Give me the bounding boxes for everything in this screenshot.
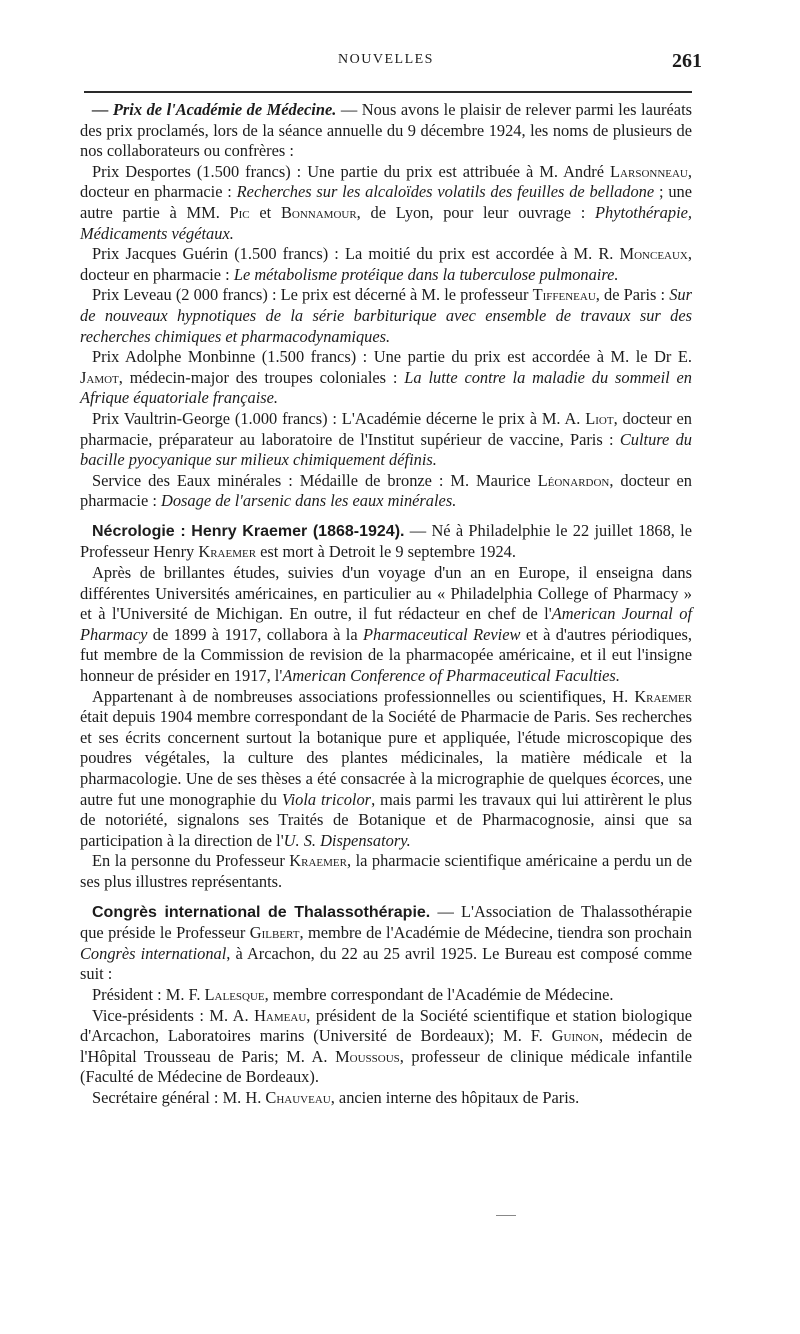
author-name: Pic — [229, 202, 250, 222]
necrologie-title: Nécrologie : Henry Kraemer (1868-1924). — [92, 522, 405, 540]
necrologie-intro: Nécrologie : Henry Kraemer (1868-1924). — Né à Philadelphie le 22 juillet 1868, le Professeur Henry Kraemer est mort à Detroit le 9 septembre 1924. — [80, 520, 692, 562]
author-name: Léonardon — [537, 470, 610, 490]
person-name: Hameau — [254, 1005, 307, 1025]
necrologie-career: Après de brillantes études, suivies d'un voyage d'un an en Europe, il enseigna dans différentes Universités américaines, en particulier au « Philadelphia College of Pharmacy » et à l'Université de Michigan. En outre, il fut rédacteur en chef de l'American Journal of Pharmacy de 1899 à 1917, collabora à la Pharmaceutical Review et à d'autres périodiques, fut membre de la Commission de revision de la pharmacopée américaine, et il eut l'insigne honneur de présider en 1917, l'American Conference of Pharmaceutical Faculties. — [80, 563, 693, 686]
service-eaux: Service des Eaux minérales : Médaille de bronze : M. Maurice Léonardon, docteur en pharmacie : Dosage de l'arsenic dans les eaux minérales. — [80, 470, 692, 511]
person-name: Guinon — [551, 1026, 599, 1046]
person-name: Kraemer — [634, 686, 692, 706]
work-title: Recherches sur les alcaloïdes volatils des feuilles de belladone — [236, 182, 655, 202]
academie-title: — Prix de l'Académie de Médecine. — [92, 100, 337, 119]
article-body — [80, 100, 692, 1109]
work-title: Dosage de l'arsenic dans les eaux minérales. — [161, 491, 457, 511]
necrologie-work: Appartenant à de nombreuses associations professionnelles ou scientifiques, H. Kraemer était depuis 1904 membre correspondant de la Société de Pharmacie de Paris. Ses recherches et ses écrits concernent surtout la botanique pure et appliquée, l'étude microscopique des poudres végétales, la culture des plantes médicinales, la matière médicale et la pharmacologie. Une de ses thèses a été consacrée à la micrographie de quelques écorces, une autre fut une monographie du Viola tricolor, mais parmi les travaux qui lui attirèrent le plus de notoriété, signalons ses Traités de Botanique et de Pharmacognosie, ainsi que sa participation à la direction de l'U. S. Dispensatory. — [80, 686, 692, 850]
author-name: Bonnamour — [280, 202, 357, 222]
person-name: Gilbert — [249, 923, 300, 943]
work-title: Culture du bacille pyocyanique sur milieux chimiquement définis. — [80, 429, 692, 470]
page-number: 261 — [672, 50, 702, 72]
author-name: Larsonneau — [610, 161, 688, 181]
header-rule — [84, 91, 692, 93]
prix-guerin: Prix Jacques Guérin (1.500 francs) : La moitié du prix est accordée à M. R. Monceaux, docteur en pharmacie : Le métabolisme protéique dans la tuberculose pulmonaire. — [80, 244, 692, 284]
congres-secretaire: Secrétaire général : M. H. Chauveau, ancien interne des hôpitaux de Paris. — [92, 1087, 580, 1107]
prix-leveau: Prix Leveau (2 000 francs) : Le prix est décerné à M. le professeur Tiffeneau, de Paris : Sur de nouveaux hypnotiques de la série barbiturique avec ensemble de travaux sur des recherches chimiques et pharmacodynamiques. — [80, 285, 692, 346]
author-name: Jamot — [80, 367, 119, 387]
end-dash — [496, 1215, 516, 1216]
work-title: La lutte contre la maladie du sommeil en Afrique équatoriale française. — [80, 367, 693, 408]
congres-intro: Congrès international de Thalassothérapie. — L'Association de Thalassothérapie que préside le Professeur Gilbert, membre de l'Académie de Médecine, tiendra son prochain Congrès international, à Arcachon, du 22 au 25 avril 1925. Le Bureau est composé comme suit : — [80, 901, 692, 984]
author-name: Tiffeneau — [532, 285, 596, 305]
person-name: Chauveau — [265, 1087, 331, 1107]
person-name: Moussous — [335, 1046, 400, 1066]
work-title: Sur de nouveaux hypnotiques de la série barbiturique avec ensemble de travaux sur des recherches chimiques et pharmacodynamiques. — [80, 285, 692, 346]
running-title: NOUVELLES — [338, 52, 434, 67]
prix-monbinne: Prix Adolphe Monbinne (1.500 francs) : Une partie du prix est accordée à M. le Dr E. Jamot, médecin-major des troupes coloniales : La lutte contre la maladie du sommeil en Afrique équatoriale française. — [80, 347, 693, 408]
congres-president: Président : M. F. Lalesque, membre correspondant de l'Académie de Médecine. — [92, 984, 614, 1004]
necrologie-closing: En la personne du Professeur Kraemer, la pharmacie scientifique américaine a perdu un de ses plus illustres représentants. — [80, 851, 692, 891]
person-name: Kraemer — [289, 851, 347, 871]
prix-desportes: Prix Desportes (1.500 francs) : Une partie du prix est attribuée à M. André Larsonneau, docteur en pharmacie : Recherches sur les alcaloïdes volatils des feuilles de belladone ; une autre partie à MM. Pic et Bonnamour, de Lyon, pour leur ouvrage : Phytothérapie, Médicaments végétaux. — [80, 161, 692, 243]
author-name: Liot — [585, 408, 614, 428]
person-name: Kraemer — [198, 542, 257, 562]
person-name: Lalesque — [204, 984, 265, 1004]
work-title: Phytothérapie, Médicaments végétaux. — [80, 202, 692, 243]
prix-vaultrin: Prix Vaultrin-George (1.000 francs) : L'Académie décerne le prix à M. A. Liot, docteur en pharmacie, préparateur au laboratoire de l'Institut supérieur de vaccine, Paris : Culture du bacille pyocyanique sur milieux chimiquement définis. — [80, 408, 692, 470]
author-name: Monceaux — [619, 244, 688, 264]
congres-title: Congrès international de Thalassothérapie. — [92, 903, 431, 921]
running-head — [76, 50, 702, 74]
congres-vice-presidents: Vice-présidents : M. A. Hameau, président de la Société scientifique et station biologique d'Arcachon, Laboratoires marins (Université de Bordeaux); M. F. Guinon, médecin de l'Hôpital Trousseau de Paris; M. A. Moussous, professeur de clinique médicale infantile (Faculté de Médecine de Bordeaux). — [80, 1005, 692, 1087]
work-title: Le métabolisme protéique dans la tuberculose pulmonaire. — [233, 264, 619, 284]
academie-intro: — Prix de l'Académie de Médecine. — Nous avons le plaisir de relever parmi les lauréats des prix proclamés, lors de la séance annuelle du 9 décembre 1924, les noms de plusieurs de nos collaborateurs ou confrères : — [80, 100, 692, 161]
